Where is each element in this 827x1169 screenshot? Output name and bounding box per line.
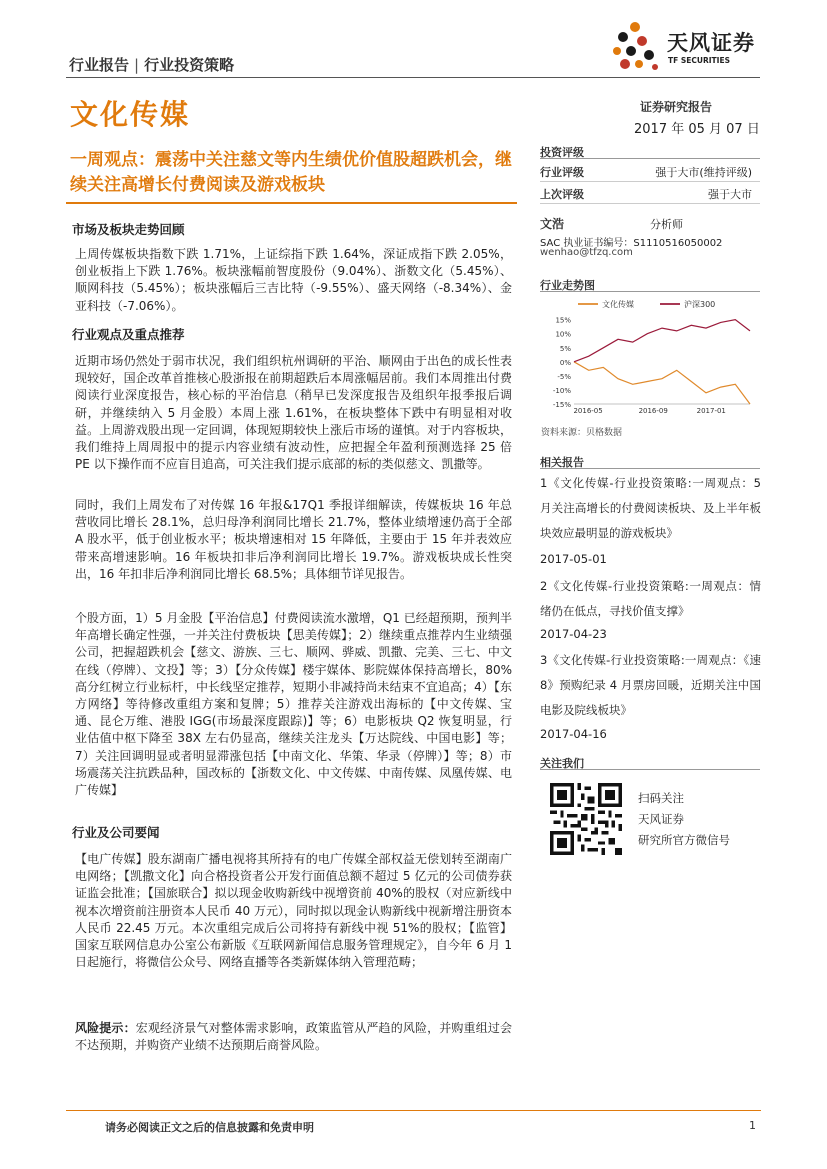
report-type: 证券研究报告 bbox=[640, 100, 713, 114]
section-heading-views: 行业观点及重点推荐 bbox=[72, 327, 185, 342]
related-header-label: 相关报告 bbox=[540, 456, 584, 469]
analyst-title: 分析师 bbox=[650, 218, 683, 231]
doc-type-label bbox=[69, 54, 234, 75]
paragraph-views-1: 近期市场仍然处于弱市状况，我们组织杭州调研的平治、顺网由于出色的成长性表现较好，国企改革首推核心股浙报在前期超跌后本周涨幅居前。我们本周推出付费阅读行业深度报告，核心标的平治信息（稍早已发深度报告及组织年报季报后调研，并继续纳入 5 月金股）本周上涨 1.61%，在板块整体下跌中有明显相对收益。上周游戏股出现一定回调，体现短期较快上涨后市场的谨慎。对于内容板块，我们维持上周周报中的提示内容业绩有波动性，应把握全年盈利预测选择 25 倍 PE 以下操作而不应盲目追高，可关注我们提示底部的标的类似慈文、凯撒等。 bbox=[75, 354, 512, 472]
trend-header-label: 行业走势图 bbox=[540, 279, 595, 292]
follow-line-2: 天风证券 bbox=[638, 812, 684, 826]
risk-text: 宏观经济景气对整体需求影响，政策监管从严趋的风险，并购重组过会不达预期，并购资产业绩不达预期后商誉风险。 bbox=[75, 1021, 512, 1053]
legend-label-index: 沪深300 bbox=[684, 300, 716, 309]
related-report-1[interactable]: 1《文化传媒-行业投资策略:一周观点：5 月关注高增长的付费阅读板块、及上半年板块效应最明显的游戏板块》 bbox=[540, 476, 761, 540]
y-tick-label: -15% bbox=[552, 401, 571, 409]
follow-line-1: 扫码关注 bbox=[638, 791, 684, 805]
risk-label: 风险提示： bbox=[75, 1021, 136, 1035]
y-tick-label: 10% bbox=[555, 330, 571, 339]
series-line-media bbox=[574, 362, 750, 404]
rating-header bbox=[540, 141, 760, 159]
related-date-3: 2017-04-16 bbox=[540, 727, 607, 741]
previous-rating-value: 强于大市 bbox=[708, 188, 752, 201]
page-number: 1 bbox=[749, 1119, 756, 1132]
trend-chart bbox=[540, 292, 762, 417]
follow-line-3: 研究所官方微信号 bbox=[638, 833, 730, 847]
x-tick-label: 2016-05 bbox=[573, 407, 603, 415]
analyst-email[interactable]: wenhao@tfzq.com bbox=[540, 247, 633, 258]
x-tick-label: 2017-01 bbox=[696, 407, 726, 415]
previous-rating-row bbox=[540, 182, 760, 204]
analyst-name: 文浩 bbox=[540, 217, 565, 231]
related-date-1: 2017-05-01 bbox=[540, 552, 607, 566]
rating-header-label: 投资评级 bbox=[540, 146, 584, 159]
qr-code-icon[interactable] bbox=[550, 783, 622, 855]
related-report-3[interactable]: 3《文化传媒-行业投资策略:一周观点：《速 8》预购纪录 4 月票房回暖，近期关注中国电影及院线板块》 bbox=[540, 653, 761, 717]
doc-type: 行业报告 bbox=[69, 56, 130, 74]
chart-source: 资料来源：贝格数据 bbox=[541, 428, 623, 438]
x-tick-label: 2016-09 bbox=[638, 407, 668, 415]
paragraph-views-2: 同时，我们上周发布了对传媒 16 年报&17Q1 季报详细解读，传媒板块 16 年总营收同比增长 28.1%，总归母净利润同比增长 21.7%，整体业绩增速仍高于全部 A 股水平，低于创业板水平；板块增速相对 15 年降低，主要由于 15 年并表效应带来高增速影响。16 年板块扣非后净利润同比增长 19.7%。游戏板块成长性突出，16 年扣非后净利润同比增长 68.5%；具体细节详见报告。 bbox=[75, 498, 512, 581]
related-date-2: 2017-04-23 bbox=[540, 627, 607, 641]
y-tick-label: 5% bbox=[559, 344, 571, 353]
paragraph-market: 上周传媒板块指数下跌 1.71%，上证综指下跌 1.64%，深证成指下跌 2.05%，创业板指上下跌 1.76%。板块涨幅前智度股份（9.04%）、浙数文化（5.45%）、顺网科技（5.45%）；板块涨幅后三吉比特（-9.55%）、盛天网络（-8.34%）、金亚科技（-7.06%）。 bbox=[75, 247, 512, 313]
y-tick-label: 15% bbox=[555, 316, 571, 325]
y-tick-label: 0% bbox=[559, 358, 571, 367]
paragraph-news: 【电广传媒】股东湖南广播电视将其所持有的电广传媒全部权益无偿划转至湖南广电网络；【凯撒文化】向合格投资者公开发行面值总额不超过 5 亿元的公司债券获证监会批准；【国旅联合】拟以现金收购新线中视增资前 40%的股权（对应新线中视本次增资前注册资本人民币 40 万元），同时拟以现金认购新线中视新增注册资本人民币 22.45 万元。本次重组完成后公司将持有新线中视 51%的股权；【监管】国家互联网信息办公室公布新版《互联网新闻信息服务管理规定》，自今年 6 月 1 日起施行，将微信公众号、网络直播等各类新媒体纳入管理范畴； bbox=[75, 852, 512, 970]
related-report-2[interactable]: 2《文化传媒-行业投资策略:一周观点：情绪仍在低点，寻找价值支撑》 bbox=[540, 579, 761, 618]
section-heading-news: 行业及公司要闻 bbox=[72, 825, 160, 840]
brand-logo bbox=[611, 21, 761, 71]
y-tick-label: -10% bbox=[552, 386, 571, 395]
related-header bbox=[540, 451, 760, 469]
y-tick-label: -5% bbox=[557, 372, 571, 381]
title-divider bbox=[66, 202, 517, 204]
paragraph-views-3: 个股方面，1）5 月金股【平治信息】付费阅读流水激增，Q1 已经超预期，预判半年高增长确定性强，一并关注付费板块【思美传媒】；2）继续重点推荐内生业绩强公司，把握超跌机会【慈文、游族、三七、顺网、骅威、凯撒、完美、三七、中文在线（停牌）、文投】等；3）【分众传媒】楼宇媒体、影院媒体保持高增长，80%高分红树立行业标杆，中长线坚定推荐，短期小非减持尚未结束不宜追高；4）【东方网络】等待修改重组方案和复牌；5）推荐关注游戏出海标的【中文传媒、宝通、昆仑万维、港股 IGG(市场最深度跟踪)】等；6）电影板块 Q2 恢复明显，行业估值中枢下降至 38X 左右仍显高，继续关注龙头【万达院线、中国电影】等；7）关注回调明显或者明显滞涨包括【中南文化、华策、华录（停牌）】等；8）市场震荡关注抗跌品种，国改标的【浙数文化、中文传媒、中南传媒、凤凰传媒、电广传媒】 bbox=[75, 611, 512, 798]
trend-header bbox=[540, 274, 760, 292]
doc-subtype: 行业投资策略 bbox=[144, 56, 235, 74]
chart-legend bbox=[578, 299, 715, 309]
follow-header-label: 关注我们 bbox=[540, 757, 584, 770]
report-date: 2017 年 05 月 07 日 bbox=[634, 122, 760, 137]
legend-label-media: 文化传媒 bbox=[602, 300, 634, 309]
logo-mark-icon bbox=[611, 21, 665, 71]
logo-subtext: TF SECURITIES bbox=[668, 56, 730, 65]
footer-divider bbox=[66, 1110, 761, 1111]
header-divider bbox=[66, 77, 760, 78]
industry-rating-row bbox=[540, 160, 760, 182]
analyst-cert: SAC 执业证书编号：S1110516050002 bbox=[540, 238, 723, 249]
sector-title: 文化传媒 bbox=[70, 98, 191, 131]
follow-header bbox=[540, 752, 760, 770]
series-line-index bbox=[574, 320, 750, 362]
previous-rating-label: 上次评级 bbox=[540, 188, 584, 201]
section-heading-market: 市场及板块走势回顾 bbox=[72, 222, 185, 237]
footer-disclaimer: 请务必阅读正文之后的信息披露和免责申明 bbox=[105, 1121, 314, 1134]
industry-rating-label: 行业评级 bbox=[540, 166, 584, 179]
logo-text: 天风证券 bbox=[667, 31, 755, 55]
risk-warning bbox=[75, 1020, 512, 1054]
follow-text bbox=[638, 788, 730, 851]
report-title: 一周观点：震荡中关注慈文等内生绩优价值股超跌机会，继续关注高增长付费阅读及游戏板块 bbox=[70, 150, 512, 195]
doc-type-separator: | bbox=[134, 56, 140, 74]
industry-rating-value: 强于大市(维持评级) bbox=[655, 166, 752, 179]
